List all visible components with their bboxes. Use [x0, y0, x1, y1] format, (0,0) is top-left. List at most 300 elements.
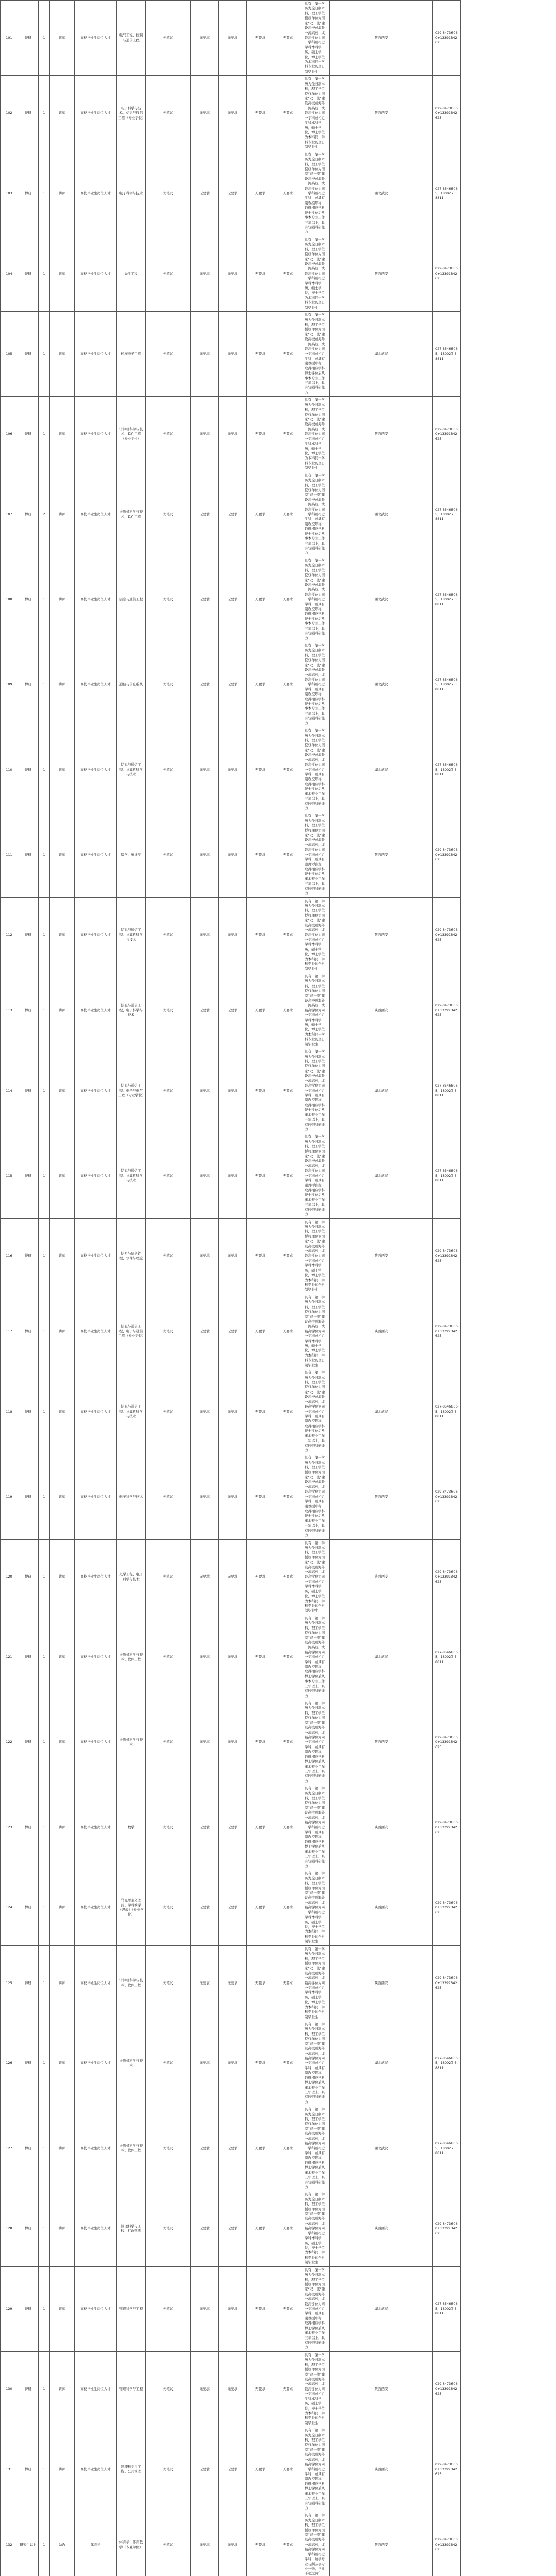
position-type-cell: 助教 — [50, 2512, 75, 2576]
requirement-1-cell: 无要求 — [191, 897, 219, 973]
major-requirement-cell: 先笔试 — [146, 1539, 191, 1615]
table-row — [1, 76, 556, 151]
row-number-cell: 122 — [1, 1700, 18, 1785]
position-type-cell: 讲师 — [50, 1785, 75, 1870]
contact-phone-cell: 027-85468065，180027 38811 — [433, 472, 461, 557]
row-number-cell: 115 — [1, 1133, 18, 1218]
work-location-cell: 湖北武汉 — [330, 2266, 433, 2351]
level-label-cell: 博研 — [18, 1785, 39, 1870]
table-row — [1, 973, 556, 1048]
major-requirement-cell: 先笔试 — [146, 1454, 191, 1539]
row-number-cell: 110 — [1, 727, 18, 812]
other-requirements-cell: 具有：第一学历为全日制本科，理工学位授权单位为国家“双一流”建设高校或海外一流高校，或最高学位为同一学科或相近学科；或具有副教授职称，取得相应学科博士学位后从事本专业工作三年以上，具有较强科研能力 — [302, 1615, 330, 1700]
requirement-4-cell: 无要求 — [274, 1945, 302, 2021]
requirement-3-cell: 无要求 — [247, 151, 274, 236]
post-category-cell: 高校毕业生岗位人才 — [75, 2427, 117, 2512]
requirement-3-cell: 无要求 — [247, 397, 274, 472]
requirement-1-cell: 无要求 — [191, 76, 219, 151]
talent-type-cell: 电子科学与技术、信息与通信工程（专业学位） — [117, 76, 146, 151]
major-requirement-cell: 先笔试 — [146, 557, 191, 642]
table-row — [1, 2351, 556, 2427]
requirement-4-cell: 无要求 — [274, 1218, 302, 1294]
table-row — [1, 1785, 556, 1870]
work-location-cell: 陕西西安 — [330, 2351, 433, 2427]
other-requirements-cell: 具有：第一学历为全日制本科，理工学位授权单位为国家“双一流”建设高校或海外一流高校；或最高学位为同一学科或相近学科本科学历，硕士学位，博士学位为本科同一学科专业的全日制毕业生 — [302, 76, 330, 151]
requirement-1-cell: 无要求 — [191, 2106, 219, 2191]
requirement-4-cell: 无要求 — [274, 2021, 302, 2106]
other-requirements-cell: 具有：第一学历为全日制本科，理工学位授权单位为国家“双一流”建设高校或海外一流高校，或最高学位为同一学科或相近学科；或具有副教授职称，取得相应学科博士学位后从事本专业工作三年以上，具有较强科研能力 — [302, 2427, 330, 2512]
work-location-cell: 湖北武汉 — [330, 472, 433, 557]
requirement-3-cell: 无要求 — [247, 557, 274, 642]
requirement-2-cell: 无要求 — [219, 1369, 247, 1454]
row-number-cell: 105 — [1, 312, 18, 397]
row-number-cell: 104 — [1, 236, 18, 311]
level-label-cell: 博研 — [18, 1294, 39, 1369]
post-category-cell: 高校毕业生岗位人才 — [75, 973, 117, 1048]
work-location-cell: 陕西西安 — [330, 1454, 433, 1539]
contact-phone-cell: 029-84736060+13399342625 — [433, 2512, 461, 2576]
requirement-2-cell: 无要求 — [219, 151, 247, 236]
requirement-1-cell: 无要求 — [191, 2351, 219, 2427]
requirement-2-cell: 无要求 — [219, 1294, 247, 1369]
requirement-1-cell: 无要求 — [191, 557, 219, 642]
other-requirements-cell: 具有：第一学历为全日制本科，理工学位授权单位为国家“双一流”建设高校或海外一流高校，或最高学位为同一学科或相近学科；或具有副教授职称，取得相应学科博士学位后从事本专业工作三年以上，具有较强科研能力 — [302, 1785, 330, 1870]
requirement-4-cell: 无要求 — [274, 1, 302, 76]
contact-phone-cell: 027-85468065，180027 38811 — [433, 312, 461, 397]
position-type-cell: 讲师 — [50, 557, 75, 642]
work-location-cell: 湖北武汉 — [330, 1133, 433, 1218]
contact-phone-cell: 029-84736060+13399342625 — [433, 1294, 461, 1369]
major-requirement-cell: 先笔试 — [146, 1, 191, 76]
talent-type-cell: 信号与信息处理、软件与理论 — [117, 1218, 146, 1294]
other-requirements-cell: 具有：第一学历为全日制本科，理工学位授权单位为国家“双一流”建设高校或海外一流高校，或最高学位为同一学科或相近学科；或具有副教授职称，取得相应学科博士学位后从事本专业工作三年以上，具有较强科研能力 — [302, 2266, 330, 2351]
contact-phone-cell: 029-84736060+13399342625 — [433, 1539, 461, 1615]
post-category-cell: 高校毕业生岗位人才 — [75, 1539, 117, 1615]
row-number-cell: 102 — [1, 76, 18, 151]
contact-phone-cell: 029-84736060+13399342625 — [433, 1870, 461, 1945]
talent-type-cell: 计算机科学与技术 — [117, 2021, 146, 2106]
other-requirements-cell: 具有：第一学历为全日制本科，理工学位授权单位为国家“双一流”建设高校或海外一流高校，或最高学位为同一学科或相近学科；或具有副教授职称，取得相应学科博士学位后从事本专业工作三年以上，具有较强科研能力 — [302, 472, 330, 557]
requirement-1-cell: 无要求 — [191, 2266, 219, 2351]
post-category-cell: 高校毕业生岗位人才 — [75, 1, 117, 76]
requirement-1-cell: 无要求 — [191, 2427, 219, 2512]
table-row — [1, 472, 556, 557]
post-category-cell: 高校毕业生岗位人才 — [75, 397, 117, 472]
position-type-cell: 讲师 — [50, 151, 75, 236]
requirement-3-cell: 无要求 — [247, 1454, 274, 1539]
level-label-cell: 博研 — [18, 812, 39, 897]
position-type-cell: 讲师 — [50, 472, 75, 557]
position-type-cell: 讲师 — [50, 2106, 75, 2191]
contact-phone-cell: 027-85468065，180027 38811 — [433, 2021, 461, 2106]
work-location-cell: 陕西西安 — [330, 973, 433, 1048]
row-number-cell: 109 — [1, 642, 18, 727]
row-number-cell: 108 — [1, 557, 18, 642]
table-row — [1, 1369, 556, 1454]
requirement-2-cell: 无要求 — [219, 2106, 247, 2191]
contact-phone-cell: 029-84736060+13399342625 — [433, 812, 461, 897]
requirement-1-cell: 无要求 — [191, 1539, 219, 1615]
requirement-1-cell: 无要求 — [191, 312, 219, 397]
headcount-cell: 1 — [39, 727, 50, 812]
talent-type-cell: 体育学、体育教学（专业学位） — [117, 2512, 146, 2576]
table-row — [1, 236, 556, 311]
requirement-3-cell: 无要求 — [247, 1, 274, 76]
row-number-cell: 129 — [1, 2266, 18, 2351]
requirement-3-cell: 无要求 — [247, 897, 274, 973]
work-location-cell: 陕西西安 — [330, 1945, 433, 2021]
level-label-cell: 博研 — [18, 1700, 39, 1785]
requirement-2-cell: 无要求 — [219, 557, 247, 642]
row-number-cell: 119 — [1, 1454, 18, 1539]
requirement-2-cell: 无要求 — [219, 1700, 247, 1785]
requirement-4-cell: 无要求 — [274, 2191, 302, 2266]
work-location-cell: 陕西西安 — [330, 897, 433, 973]
talent-type-cell: 信息与通信工程、计算机科学与技术 — [117, 1369, 146, 1454]
major-requirement-cell: 先笔试 — [146, 2512, 191, 2576]
requirement-4-cell: 无要求 — [274, 2427, 302, 2512]
requirement-1-cell: 无要求 — [191, 236, 219, 311]
requirement-2-cell: 无要求 — [219, 1870, 247, 1945]
position-type-cell: 讲师 — [50, 1133, 75, 1218]
position-type-cell: 讲师 — [50, 1700, 75, 1785]
row-number-cell: 106 — [1, 397, 18, 472]
requirement-2-cell: 无要求 — [219, 472, 247, 557]
position-type-cell: 讲师 — [50, 1369, 75, 1454]
table-row — [1, 312, 556, 397]
requirement-2-cell: 无要求 — [219, 312, 247, 397]
other-requirements-cell: 具有：第一学历为全日制本科，理工学位授权单位为国家“双一流”建设高校或海外一流高校，或最高学位为同一学科或相近学科；所学专业与所从事专业一致，毕业不超过两年 — [302, 2512, 330, 2576]
work-location-cell: 湖北武汉 — [330, 1369, 433, 1454]
other-requirements-cell: 具有：第一学历为全日制本科，理工学位授权单位为国家“双一流”建设高校或海外一流高校；或最高学位为同一学科或相近学科本科学历，硕士学位，博士学位为本科同一学科专业的全日制毕业生 — [302, 1294, 330, 1369]
other-requirements-cell: 具有：第一学历为全日制本科，理工学位授权单位为国家“双一流”建设高校或海外一流高校；或最高学位为同一学科或相近学科本科学历，硕士学位，博士学位为本科同一学科专业的全日制毕业生 — [302, 1, 330, 76]
requirement-4-cell: 无要求 — [274, 642, 302, 727]
talent-type-cell: 管理科学与工程 — [117, 2266, 146, 2351]
headcount-cell: 1 — [39, 1, 50, 76]
other-requirements-cell: 具有：第一学历为全日制本科，理工学位授权单位为国家“双一流”建设高校或海外一流高校；或最高学位为同一学科或相近学科本科学历，硕士学位，博士学位为本科同一学科专业的全日制毕业生 — [302, 897, 330, 973]
contact-phone-cell: 027-85468065，180027 38811 — [433, 642, 461, 727]
requirement-4-cell: 无要求 — [274, 1369, 302, 1454]
major-requirement-cell: 先笔试 — [146, 973, 191, 1048]
table-row — [1, 2021, 556, 2106]
requirement-3-cell: 无要求 — [247, 2266, 274, 2351]
table-row — [1, 1133, 556, 1218]
contact-phone-cell: 029-84736060+13399342625 — [433, 1700, 461, 1785]
level-label-cell: 博研 — [18, 2106, 39, 2191]
other-requirements-cell: 具有：第一学历为全日制本科，理工学位授权单位为国家“双一流”建设高校或海外一流高校，或最高学位为同一学科或相近学科；或具有副教授职称，取得相应学科博士学位后从事本专业工作三年以上，具有较强科研能力 — [302, 1369, 330, 1454]
requirement-1-cell: 无要求 — [191, 1133, 219, 1218]
requirement-3-cell: 无要求 — [247, 1369, 274, 1454]
requirement-2-cell: 无要求 — [219, 76, 247, 151]
table-row — [1, 1945, 556, 2021]
headcount-cell: 1 — [39, 812, 50, 897]
headcount-cell: 1 — [39, 1539, 50, 1615]
talent-type-cell: 信息与通信工程、计算机科学与技术 — [117, 727, 146, 812]
talent-type-cell: 管理科学与工程、公共管理 — [117, 2427, 146, 2512]
headcount-cell: 1 — [39, 1294, 50, 1369]
headcount-cell: 1 — [39, 2021, 50, 2106]
talent-type-cell: 信息与通信工程 — [117, 557, 146, 642]
level-label-cell: 博研 — [18, 151, 39, 236]
table-row — [1, 2512, 556, 2576]
position-type-cell: 讲师 — [50, 1218, 75, 1294]
table-body — [1, 1, 556, 2576]
other-requirements-cell: 具有：第一学历为全日制本科，理工学位授权单位为国家“双一流”建设高校或海外一流高校，或最高学位为同一学科或相近学科；或具有副教授职称，取得相应学科博士学位后从事本专业工作三年以上，具有较强科研能力 — [302, 642, 330, 727]
row-number-cell: 127 — [1, 2106, 18, 2191]
requirement-3-cell: 无要求 — [247, 1785, 274, 1870]
requirement-1-cell: 无要求 — [191, 1870, 219, 1945]
work-location-cell: 陕西西安 — [330, 76, 433, 151]
requirement-4-cell: 无要求 — [274, 1870, 302, 1945]
major-requirement-cell: 先笔试 — [146, 1218, 191, 1294]
contact-phone-cell: 029-84736060+13399342625 — [433, 1454, 461, 1539]
row-number-cell: 117 — [1, 1294, 18, 1369]
requirement-2-cell: 无要求 — [219, 2512, 247, 2576]
row-number-cell: 131 — [1, 2427, 18, 2512]
table-row — [1, 1, 556, 76]
talent-type-cell: 光学工程、电子科学与技术 — [117, 1539, 146, 1615]
talent-type-cell: 信息与通信工程、电子科学与技术 — [117, 973, 146, 1048]
row-number-cell: 124 — [1, 1870, 18, 1945]
major-requirement-cell: 先笔试 — [146, 2106, 191, 2191]
headcount-cell: 1 — [39, 397, 50, 472]
contact-phone-cell: 027-85468065，180027 38811 — [433, 557, 461, 642]
requirement-3-cell: 无要求 — [247, 1539, 274, 1615]
headcount-cell: 2 — [39, 472, 50, 557]
post-category-cell: 高校毕业生岗位人才 — [75, 76, 117, 151]
headcount-cell: 1 — [39, 2106, 50, 2191]
post-category-cell: 高校毕业生岗位人才 — [75, 2191, 117, 2266]
post-category-cell: 高校毕业生岗位人才 — [75, 1133, 117, 1218]
talent-type-cell: 管理科学与工程、行政管理 — [117, 2191, 146, 2266]
position-type-cell: 讲师 — [50, 897, 75, 973]
post-category-cell: 高校毕业生岗位人才 — [75, 1294, 117, 1369]
row-number-cell: 126 — [1, 2021, 18, 2106]
table-row — [1, 812, 556, 897]
work-location-cell: 陕西西安 — [330, 397, 433, 472]
position-type-cell: 讲师 — [50, 1870, 75, 1945]
post-category-cell: 高校毕业生岗位人才 — [75, 897, 117, 973]
contact-phone-cell: 029-84736060+13399342625 — [433, 1945, 461, 2021]
headcount-cell: 1 — [39, 236, 50, 311]
major-requirement-cell: 先笔试 — [146, 1945, 191, 2021]
headcount-cell: 1 — [39, 1133, 50, 1218]
level-label-cell: 博研 — [18, 472, 39, 557]
major-requirement-cell: 先笔试 — [146, 1294, 191, 1369]
level-label-cell: 博研 — [18, 1454, 39, 1539]
post-category-cell: 高校毕业生岗位人才 — [75, 2106, 117, 2191]
level-label-cell: 博研 — [18, 1218, 39, 1294]
work-location-cell: 湖北武汉 — [330, 2021, 433, 2106]
requirement-4-cell: 无要求 — [274, 236, 302, 311]
requirement-4-cell: 无要求 — [274, 1133, 302, 1218]
requirement-3-cell: 无要求 — [247, 1945, 274, 2021]
requirement-1-cell: 无要求 — [191, 1369, 219, 1454]
row-number-cell: 111 — [1, 812, 18, 897]
requirement-1-cell: 无要求 — [191, 727, 219, 812]
requirement-3-cell: 无要求 — [247, 2191, 274, 2266]
level-label-cell: 博研 — [18, 557, 39, 642]
contact-phone-cell: 029-84736060+13399342625 — [433, 397, 461, 472]
talent-type-cell: 信息与通信工程、电子与电气工程（专业学位） — [117, 1048, 146, 1133]
row-number-cell: 114 — [1, 1048, 18, 1133]
position-type-cell: 讲师 — [50, 2427, 75, 2512]
requirement-2-cell: 无要求 — [219, 2427, 247, 2512]
position-type-cell: 讲师 — [50, 727, 75, 812]
requirement-4-cell: 无要求 — [274, 472, 302, 557]
row-number-cell: 116 — [1, 1218, 18, 1294]
table-row — [1, 2106, 556, 2191]
requirement-2-cell: 无要求 — [219, 1945, 247, 2021]
level-label-cell: 研究生以上 — [18, 2512, 39, 2576]
requirement-2-cell: 无要求 — [219, 2351, 247, 2427]
other-requirements-cell: 具有：第一学历为全日制本科，理工学位授权单位为国家“双一流”建设高校或海外一流高校；或最高学位为同一学科或相近学科本科学历，硕士学位，博士学位为本科同一学科专业的全日制毕业生 — [302, 2351, 330, 2427]
major-requirement-cell: 先笔试 — [146, 642, 191, 727]
level-label-cell: 博研 — [18, 1615, 39, 1700]
contact-phone-cell: 027-85468065，180027 38811 — [433, 727, 461, 812]
headcount-cell: 1 — [39, 1454, 50, 1539]
row-number-cell: 113 — [1, 973, 18, 1048]
level-label-cell: 博研 — [18, 2191, 39, 2266]
table-row — [1, 897, 556, 973]
other-requirements-cell: 具有：第一学历为全日制本科，理工学位授权单位为国家“双一流”建设高校或海外一流高校；或最高学位为同一学科或相近学科本科学历，硕士学位，博士学位为本科同一学科专业的全日制毕业生 — [302, 1539, 330, 1615]
post-category-cell: 高校毕业生岗位人才 — [75, 1785, 117, 1870]
position-type-cell: 讲师 — [50, 973, 75, 1048]
requirement-2-cell: 无要求 — [219, 1048, 247, 1133]
requirement-1-cell: 无要求 — [191, 1700, 219, 1785]
requirement-3-cell: 无要求 — [247, 2427, 274, 2512]
headcount-cell: 1 — [39, 897, 50, 973]
work-location-cell: 湖北武汉 — [330, 1048, 433, 1133]
requirement-4-cell: 无要求 — [274, 2106, 302, 2191]
post-category-cell: 高校毕业生岗位人才 — [75, 2266, 117, 2351]
requirement-1-cell: 无要求 — [191, 1294, 219, 1369]
table-row — [1, 557, 556, 642]
headcount-cell: 1 — [39, 1785, 50, 1870]
post-category-cell: 高校毕业生岗位人才 — [75, 727, 117, 812]
post-category-cell: 高校毕业生岗位人才 — [75, 1454, 117, 1539]
talent-type-cell: 通信与信息系统 — [117, 642, 146, 727]
post-category-cell: 高校毕业生岗位人才 — [75, 1700, 117, 1785]
position-type-cell: 讲师 — [50, 2266, 75, 2351]
requirement-1-cell: 无要求 — [191, 397, 219, 472]
talent-type-cell: 光学工程 — [117, 236, 146, 311]
other-requirements-cell: 具有：第一学历为全日制本科，理工学位授权单位为国家“双一流”建设高校或海外一流高校，或最高学位为同一学科或相近学科；或具有副教授职称，取得相应学科博士学位后从事本专业工作三年以上，具有较强科研能力 — [302, 1048, 330, 1133]
headcount-cell: 1 — [39, 76, 50, 151]
level-label-cell: 博研 — [18, 2427, 39, 2512]
position-type-cell: 讲师 — [50, 397, 75, 472]
table-row — [1, 2266, 556, 2351]
headcount-cell: 1 — [39, 1048, 50, 1133]
position-type-cell: 讲师 — [50, 312, 75, 397]
requirement-2-cell: 无要求 — [219, 642, 247, 727]
requirement-4-cell: 无要求 — [274, 973, 302, 1048]
position-type-cell: 讲师 — [50, 2351, 75, 2427]
requirement-3-cell: 无要求 — [247, 1294, 274, 1369]
major-requirement-cell: 先笔试 — [146, 1369, 191, 1454]
major-requirement-cell: 先笔试 — [146, 236, 191, 311]
requirement-1-cell: 无要求 — [191, 1615, 219, 1700]
requirement-1-cell: 无要求 — [191, 642, 219, 727]
talent-type-cell: 电子科学与技术 — [117, 151, 146, 236]
talent-type-cell: 计算机科学与技术、软件工程 — [117, 1945, 146, 2021]
major-requirement-cell: 先笔试 — [146, 2021, 191, 2106]
headcount-cell: 1 — [39, 2351, 50, 2427]
level-label-cell: 博研 — [18, 1133, 39, 1218]
contact-phone-cell: 027-85468065，180027 38811 — [433, 1133, 461, 1218]
post-category-cell: 高校毕业生岗位人才 — [75, 1369, 117, 1454]
contact-phone-cell: 029-84736060+13399342625 — [433, 236, 461, 311]
headcount-cell: 1 — [39, 2191, 50, 2266]
requirement-2-cell: 无要求 — [219, 812, 247, 897]
post-category-cell: 高校毕业生岗位人才 — [75, 1615, 117, 1700]
row-number-cell: 118 — [1, 1369, 18, 1454]
other-requirements-cell: 具有：第一学历为全日制本科，理工学位授权单位为国家“双一流”建设高校或海外一流高校；或最高学位为同一学科或相近学科本科学历，硕士学位，博士学位为本科同一学科专业的全日制毕业生 — [302, 397, 330, 472]
requirement-4-cell: 无要求 — [274, 151, 302, 236]
contact-phone-cell: 027-85468065，180027 38811 — [433, 1615, 461, 1700]
requirement-1-cell: 无要求 — [191, 2512, 219, 2576]
contact-phone-cell: 027-85468065，180027 38811 — [433, 1369, 461, 1454]
table-row — [1, 151, 556, 236]
requirement-2-cell: 无要求 — [219, 897, 247, 973]
post-category-cell: 高校毕业生岗位人才 — [75, 2351, 117, 2427]
requirement-4-cell: 无要求 — [274, 312, 302, 397]
headcount-cell: 1 — [39, 1218, 50, 1294]
row-number-cell: 130 — [1, 2351, 18, 2427]
position-type-cell: 讲师 — [50, 76, 75, 151]
talent-type-cell: 机械电子工程 — [117, 312, 146, 397]
requirement-2-cell: 无要求 — [219, 973, 247, 1048]
major-requirement-cell: 先笔试 — [146, 1700, 191, 1785]
requirement-3-cell: 无要求 — [247, 1870, 274, 1945]
level-label-cell: 博研 — [18, 897, 39, 973]
talent-type-cell: 数学、统计学 — [117, 812, 146, 897]
requirement-4-cell: 无要求 — [274, 2512, 302, 2576]
other-requirements-cell: 具有：第一学历为全日制本科，理工学位授权单位为国家“双一流”建设高校或海外一流高校，或最高学位为同一学科或相近学科；或具有副教授职称，取得相应学科博士学位后从事本专业工作三年以上，具有较强科研能力 — [302, 2106, 330, 2191]
talent-type-cell: 计算机科学与技术、软件工程 — [117, 1615, 146, 1700]
requirement-4-cell: 无要求 — [274, 2266, 302, 2351]
table-row — [1, 1539, 556, 1615]
level-label-cell: 博研 — [18, 1945, 39, 2021]
talent-type-cell: 数学 — [117, 1785, 146, 1870]
requirement-3-cell: 无要求 — [247, 236, 274, 311]
requirement-4-cell: 无要求 — [274, 1785, 302, 1870]
major-requirement-cell: 先笔试 — [146, 1615, 191, 1700]
table-row — [1, 397, 556, 472]
other-requirements-cell: 具有：第一学历为全日制本科，理工学位授权单位为国家“双一流”建设高校或海外一流高校；或最高学位为同一学科或相近学科本科学历，硕士学位，博士学位为本科同一学科专业的全日制毕业生 — [302, 973, 330, 1048]
contact-phone-cell: 027-85468065，180027 38811 — [433, 1048, 461, 1133]
major-requirement-cell: 先笔试 — [146, 1785, 191, 1870]
work-location-cell: 陕西西安 — [330, 2427, 433, 2512]
post-category-cell: 高校毕业生岗位人才 — [75, 2021, 117, 2106]
requirement-2-cell: 无要求 — [219, 1785, 247, 1870]
level-label-cell: 博研 — [18, 1539, 39, 1615]
work-location-cell: 湖北武汉 — [330, 727, 433, 812]
position-type-cell: 讲师 — [50, 812, 75, 897]
work-location-cell: 陕西西安 — [330, 1294, 433, 1369]
headcount-cell: 1 — [39, 312, 50, 397]
position-type-cell: 讲师 — [50, 1454, 75, 1539]
requirement-2-cell: 无要求 — [219, 1539, 247, 1615]
work-location-cell: 湖北武汉 — [330, 557, 433, 642]
work-location-cell: 陕西西安 — [330, 1539, 433, 1615]
table-row — [1, 1870, 556, 1945]
requirement-1-cell: 无要求 — [191, 2021, 219, 2106]
work-location-cell: 陕西西安 — [330, 1870, 433, 1945]
position-type-cell: 讲师 — [50, 1945, 75, 2021]
major-requirement-cell: 先笔试 — [146, 312, 191, 397]
headcount-cell: 1 — [39, 2427, 50, 2512]
